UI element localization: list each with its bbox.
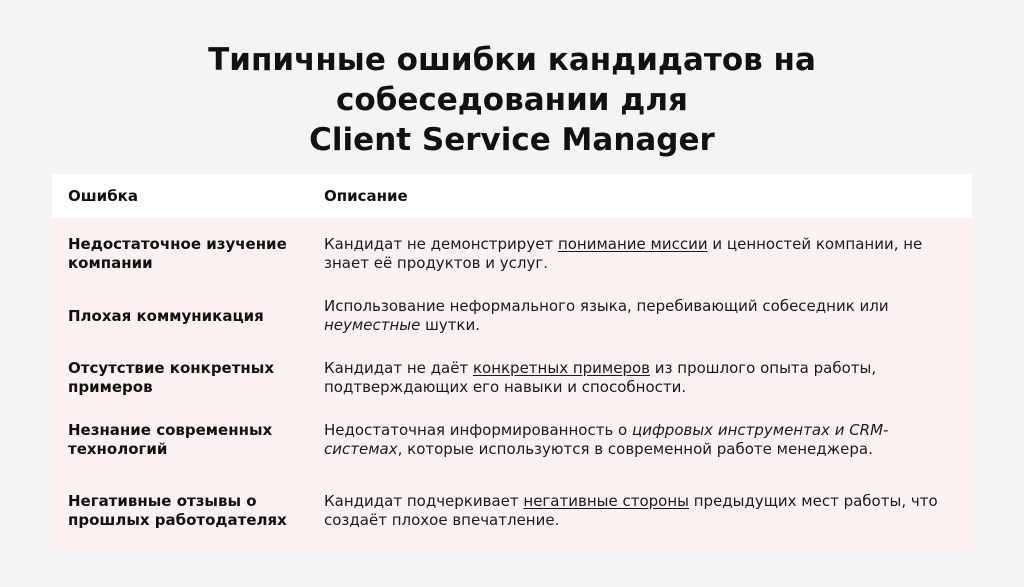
table-row bbox=[52, 218, 972, 285]
desc-text: Недостаточная информированность о bbox=[324, 421, 633, 439]
error-cell: Отсутствие конкретных примеров bbox=[68, 359, 275, 396]
error-cell: Негативные отзывы о прошлых работодателях bbox=[68, 492, 287, 529]
description-cell bbox=[308, 235, 972, 273]
desc-text: Кандидат подчеркивает bbox=[324, 492, 524, 510]
desc-text: предыдущих мест работы, что создаёт плохое впечатление. bbox=[324, 492, 938, 529]
description-cell bbox=[308, 359, 972, 397]
desc-underlined: негативные стороны bbox=[523, 492, 689, 510]
error-cell: Недостаточное изучение компании bbox=[68, 234, 287, 272]
desc-text: , которые используются в современной работе менеджера. bbox=[397, 440, 873, 458]
header-error: Ошибка bbox=[68, 187, 138, 205]
desc-italic: цифровых инструментах и CRM-системах bbox=[324, 421, 889, 458]
table-header bbox=[52, 174, 972, 218]
error-cell: Незнание современных технологий bbox=[68, 421, 273, 458]
errors-table bbox=[52, 174, 972, 551]
desc-underlined: конкретных примеров bbox=[472, 359, 651, 377]
table-row bbox=[52, 285, 972, 347]
title-line-2: собеседовании для bbox=[336, 82, 688, 118]
description-cell bbox=[308, 297, 972, 335]
table-body bbox=[52, 218, 972, 551]
desc-text: шутки. bbox=[420, 316, 481, 334]
desc-text: из прошлого опыта работы, подтверждающих его навыки и способности. bbox=[324, 359, 877, 396]
desc-italic: неуместные bbox=[324, 316, 421, 334]
table-row bbox=[52, 471, 972, 551]
description-cell bbox=[308, 492, 972, 530]
desc-text: Использование неформального языка, перебивающий собеседник или bbox=[324, 297, 889, 315]
description-cell bbox=[308, 421, 972, 459]
table-row bbox=[52, 409, 972, 471]
page-title bbox=[0, 40, 1024, 160]
desc-text: и ценностей компании, не знает её продуктов и услуг. bbox=[324, 234, 923, 272]
table-row bbox=[52, 347, 972, 409]
desc-underlined: понимание миссии bbox=[557, 234, 708, 253]
title-line-3: Client Service Manager bbox=[309, 122, 715, 158]
desc-text: Кандидат не даёт bbox=[324, 359, 473, 377]
title-line-1: Типичные ошибки кандидатов на bbox=[208, 42, 816, 78]
error-cell: Плохая коммуникация bbox=[68, 306, 264, 325]
desc-text: Кандидат не демонстрирует bbox=[324, 234, 558, 253]
header-description: Описание bbox=[324, 187, 408, 205]
